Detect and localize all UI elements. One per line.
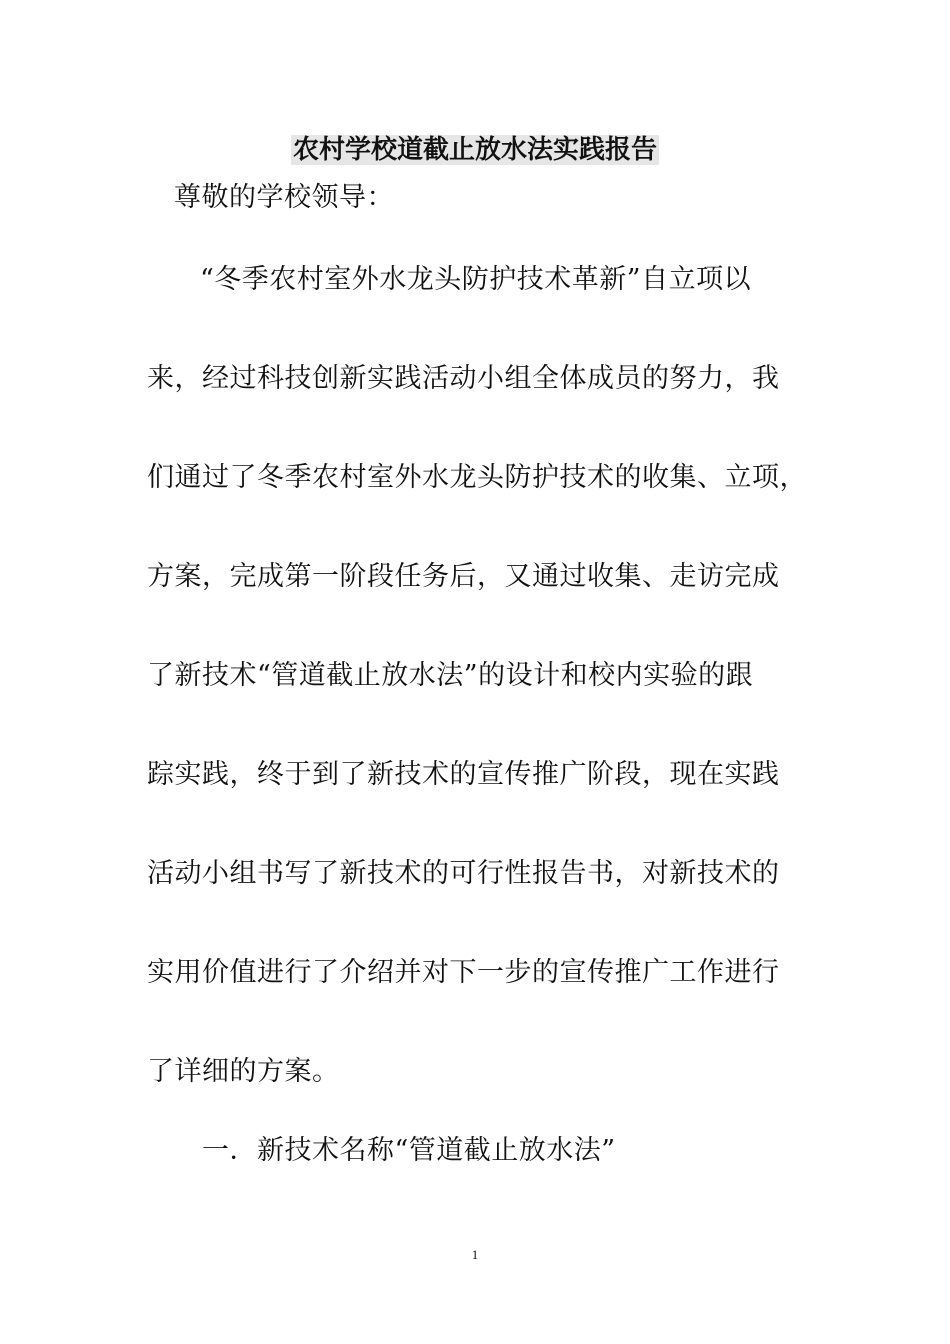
document-title-text: 农村学校道截止放水法实践报告 <box>292 135 657 165</box>
body-line: 了详细的方案。 <box>147 1056 340 1087</box>
body-line: 方案，完成第一阶段任务后，又通过收集、走访完成 <box>147 561 780 592</box>
page-number: 1 <box>471 1247 479 1262</box>
body-line: “冬季农村室外水龙头防护技术革新”自立项以 <box>200 264 752 295</box>
body-line: 活动小组书写了新技术的可行性报告书，对新技术的 <box>147 858 780 889</box>
salutation: 尊敬的学校领导： <box>174 182 394 213</box>
body-line: 了新技术“管道截止放水法”的设计和校内实验的跟 <box>147 660 754 691</box>
document-title <box>0 132 950 168</box>
body-line: 踪实践，终于到了新技术的宣传推广阶段，现在实践 <box>147 759 780 790</box>
body-line: 们通过了冬季农村室外水龙头防护技术的收集、立项， <box>147 462 807 493</box>
body-line: 实用价值进行了介绍并对下一步的宣传推广工作进行 <box>147 957 780 988</box>
section-heading: 一．新技术名称“管道截止放水法” <box>202 1135 616 1166</box>
body-line: 来，经过科技创新实践活动小组全体成员的努力，我 <box>147 363 780 394</box>
